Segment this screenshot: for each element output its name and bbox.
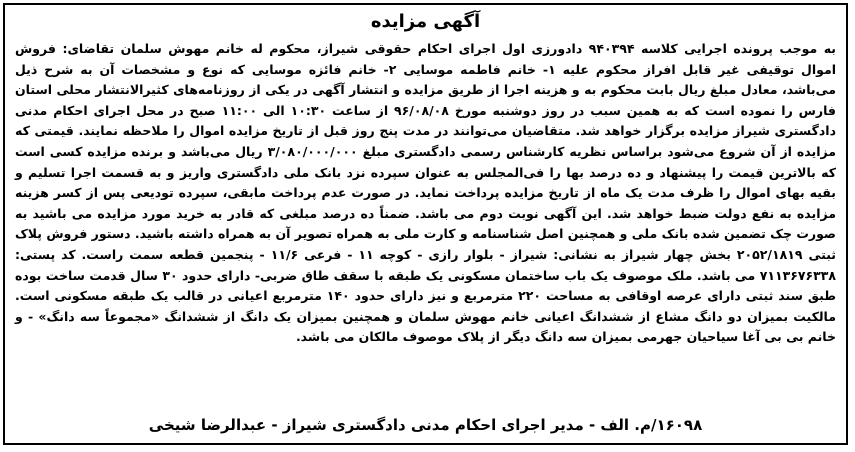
notice-signature: ۱۶۰۹۸/م. الف - مدیر اجرای احکام مدنی دادگستری شیراز - عبدالرضا شیخی <box>148 416 703 434</box>
notice-frame <box>3 3 848 445</box>
notice-title: آگهی مزایده <box>370 11 481 32</box>
notice-body-text: به موجب پرونده اجرایی کلاسه ۹۴۰۳۹۴ دادورزی اول اجرای احکام حقوقی شیراز، محکوم له خانم مهوش سلمان تقاضای: فروش اموال توقیفی غیر قابل افراز محکوم علیه ۱- خانم فاطمه موسایی ۲- خانم فائزه موسایی که نوع و مشخصات آن به شرح ذیل می‌باشد، معادل مبلغ ریال بابت محکوم به و هزینه اجرا از طریق مزایده و انتشار آگهی در یکی از روزنامه‌های کثیرالانتشار محلی استان فارس را نموده است که به همین سبب در روز دوشنبه مورخ ۹۶/۰۸/۰۸ از ساعت ۱۰:۳۰ الی ۱۱:۰۰ صبح در محل اجرای احکام مدنی دادگستری شیراز مزایده برگزار خواهد شد. متقاضیان می‌توانند در مدت پنج روز قبل از تاریخ مزایده اموال را ملاحظه نمایند. قیمتی که مزایده از آن شروع می‌شود براساس نظریه کارشناس رسمی دادگستری مبلغ ۳/۰۸۰/۰۰۰/۰۰۰ ریال می‌باشد و برنده مزایده کسی است که بالاترین قیمت را پیشنهاد و ده درصد بها را فی‌المجلس به عنوان سپرده نزد بانک ملی دادگستری واریز و به قسمت اجرا تسلیم و بقیه بهای اموال را ظرف مدت یک ماه از تاریخ مزایده پرداخت نماید. در صورت عدم پرداخت مابقی، سپرده تودیعی پس از کسر هزینه مزایده به نفع دولت ضبط خواهد شد. این آگهی نوبت دوم می باشد. ضمناً ده درصد مبلغی که قادر به خرید مورد مزایده می باشید به صورت چک تضمین شده بانک ملی و همچنین اصل شناسنامه و کارت ملی به همراه تصویر آن به همراه داشته باشید. دستور فروش پلاک ثبتی ۲۰۵۲/۱۸۱۹ بخش چهار شیراز به نشانی: شیراز - بلوار رازی - کوچه ۱۱ - فرعی ۱۱/۶ - پنجمین قطعه سمت راست. کد پستی: ۷۱۱۳۶۷۶۳۳۸ می باشد. ملک موصوف یک باب ساختمان مسکونی یک طبقه با سقف طاق ضربی- دارای حدود ۳۰ سال قدمت ساخت بوده طبق سند ثبتی دارای عرصه اوقافی به مساحت ۲۲۰ مترمربع و نیز دارای حدود ۱۴۰ مترمربع اعیانی در قالب یک طبقه مسکونی است. مالکیت بمیزان دو دانگ مشاع از ششدانگ اعیانی خانم مهوش سلمان و همچنین بمیزان یک دانگ از ششدانگ «مجموعاً سه دانگ» - و خانم بی بی آغا سیاحیان جهرمی بمیزان سه دانگ دیگر از پلاک موصوف مالکان می باشد. <box>15 41 837 345</box>
notice-body <box>15 39 836 348</box>
